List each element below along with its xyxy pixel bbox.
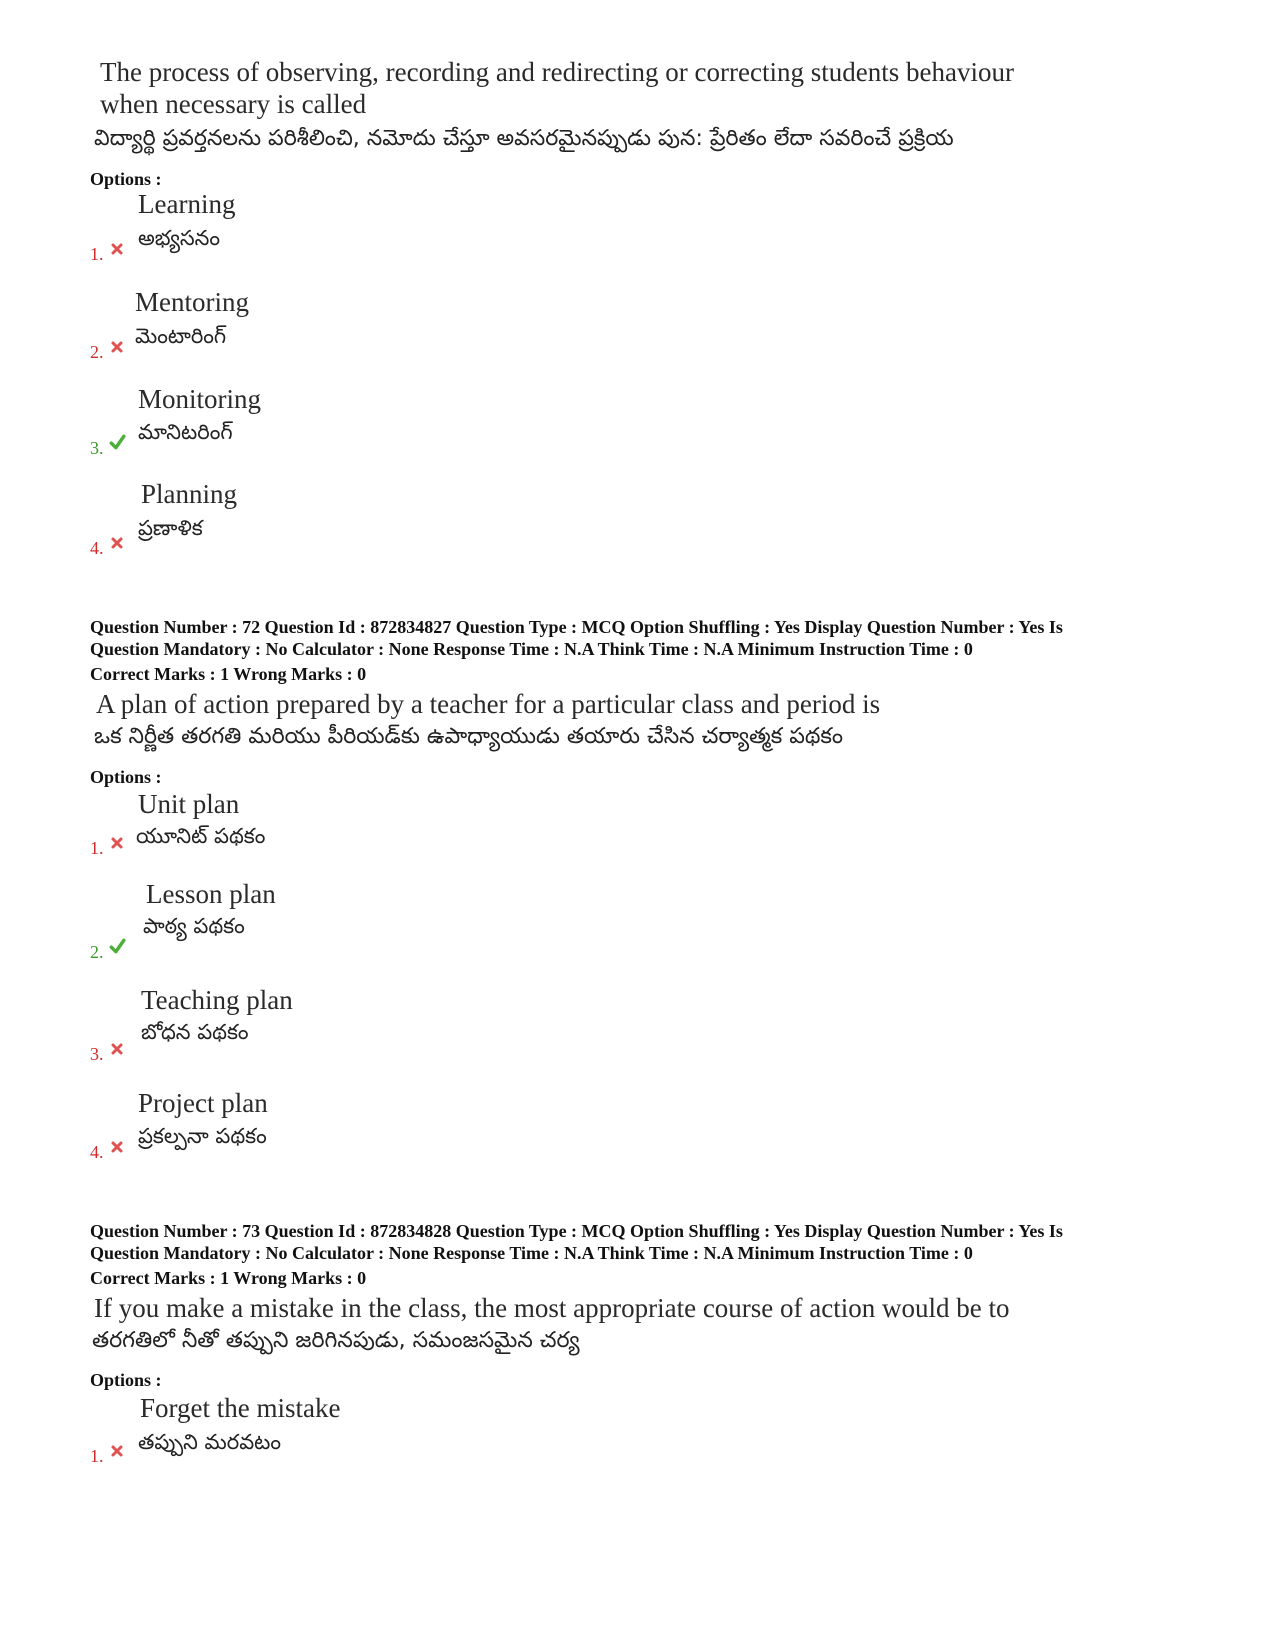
- q73-option-1-number: 1.: [90, 1446, 104, 1466]
- q71-option-3-te: మానిటరింగ్: [138, 420, 233, 444]
- q72-option-3-number: 3.: [90, 1044, 104, 1064]
- cross-icon: [110, 340, 124, 354]
- q71-option-1-en: Learning: [138, 189, 236, 219]
- question-72-text-te: ఒక నిర్ణీత తరగతి మరియు పీరియడ్‌కు ఉపాధ్యాయుడు తయారు చేసిన చర్యాత్మక పథకం: [94, 724, 844, 749]
- q73-option-1-en: Forget the mistake: [140, 1393, 341, 1423]
- question-72-text-en: A plan of action prepared by a teacher for a particular class and period is: [96, 689, 881, 719]
- question-72-marks: Correct Marks : 1 Wrong Marks : 0: [90, 664, 367, 684]
- question-72-meta-line2: Question Mandatory : No Calculator : None Response Time : N.A Think Time : N.A Minimum Instruction Time : 0: [90, 639, 973, 659]
- q72-option-1-en: Unit plan: [138, 789, 240, 819]
- question-71-text-te: విద్యార్థి ప్రవర్తనలను పరిశీలించి, నమోదు చేస్తూ అవసరమైనప్పుడు పున: ప్రేరితం లేదా సవరించే ప్రక్రియ: [94, 126, 954, 151]
- q71-option-1-number: 1.: [90, 244, 104, 264]
- options-label: Options :: [90, 1370, 162, 1390]
- cross-icon: [110, 242, 124, 256]
- q71-option-2-te: మెంటారింగ్: [135, 324, 227, 348]
- q72-option-1-te: యూనిట్ పథకం: [136, 824, 266, 848]
- q71-option-4-en: Planning: [141, 479, 238, 509]
- q72-option-3-te: బోధన పథకం: [141, 1020, 249, 1044]
- question-73-text-te: తరగతిలో నీతో తప్పుని జరిగినపుడు, సమంజసమైన చర్య: [92, 1328, 580, 1353]
- q72-option-1-number: 1.: [90, 838, 104, 858]
- question-71-text-en-line2: when necessary is called: [100, 89, 367, 119]
- cross-icon: [110, 536, 124, 550]
- options-label: Options :: [90, 169, 162, 189]
- q72-option-4-number: 4.: [90, 1142, 104, 1162]
- cross-icon: [110, 1444, 124, 1458]
- q71-option-1-te: అభ్యసనం: [138, 226, 221, 250]
- q71-option-3-number: 3.: [90, 438, 104, 458]
- cross-icon: [110, 1140, 124, 1154]
- question-73-meta-line1: Question Number : 73 Question Id : 872834828 Question Type : MCQ Option Shuffling : Yes Display Question Number : Yes Is: [90, 1221, 1063, 1241]
- q72-option-4-te: ప్రకల్పనా పథకం: [138, 1124, 267, 1148]
- q71-option-2-number: 2.: [90, 342, 104, 362]
- q71-option-4-te: ప్రణాళిక: [138, 516, 203, 540]
- question-72-meta-line1: Question Number : 72 Question Id : 872834827 Question Type : MCQ Option Shuffling : Yes Display Question Number : Yes Is: [90, 617, 1063, 637]
- question-73-text-en: If you make a mistake in the class, the most appropriate course of action would be to: [94, 1293, 1010, 1323]
- options-label: Options :: [90, 767, 162, 787]
- checkmark-icon: [108, 938, 126, 954]
- question-73-marks: Correct Marks : 1 Wrong Marks : 0: [90, 1268, 367, 1288]
- q72-option-3-en: Teaching plan: [141, 985, 293, 1015]
- cross-icon: [110, 836, 124, 850]
- q72-option-2-te: పాఠ్య పథకం: [143, 914, 245, 938]
- q73-option-1-te: తప్పుని మరవటం: [138, 1430, 281, 1454]
- q72-option-4-en: Project plan: [138, 1088, 268, 1118]
- q72-option-2-en: Lesson plan: [146, 879, 276, 909]
- q71-option-4-number: 4.: [90, 538, 104, 558]
- question-73-meta-line2: Question Mandatory : No Calculator : None Response Time : N.A Think Time : N.A Minimum Instruction Time : 0: [90, 1243, 973, 1263]
- q71-option-3-en: Monitoring: [138, 384, 262, 414]
- q72-option-2-number: 2.: [90, 942, 104, 962]
- cross-icon: [110, 1042, 124, 1056]
- q71-option-2-en: Mentoring: [135, 287, 249, 317]
- question-71-text-en-line1: The process of observing, recording and redirecting or correcting students behaviour: [100, 57, 1014, 87]
- checkmark-icon: [108, 434, 126, 450]
